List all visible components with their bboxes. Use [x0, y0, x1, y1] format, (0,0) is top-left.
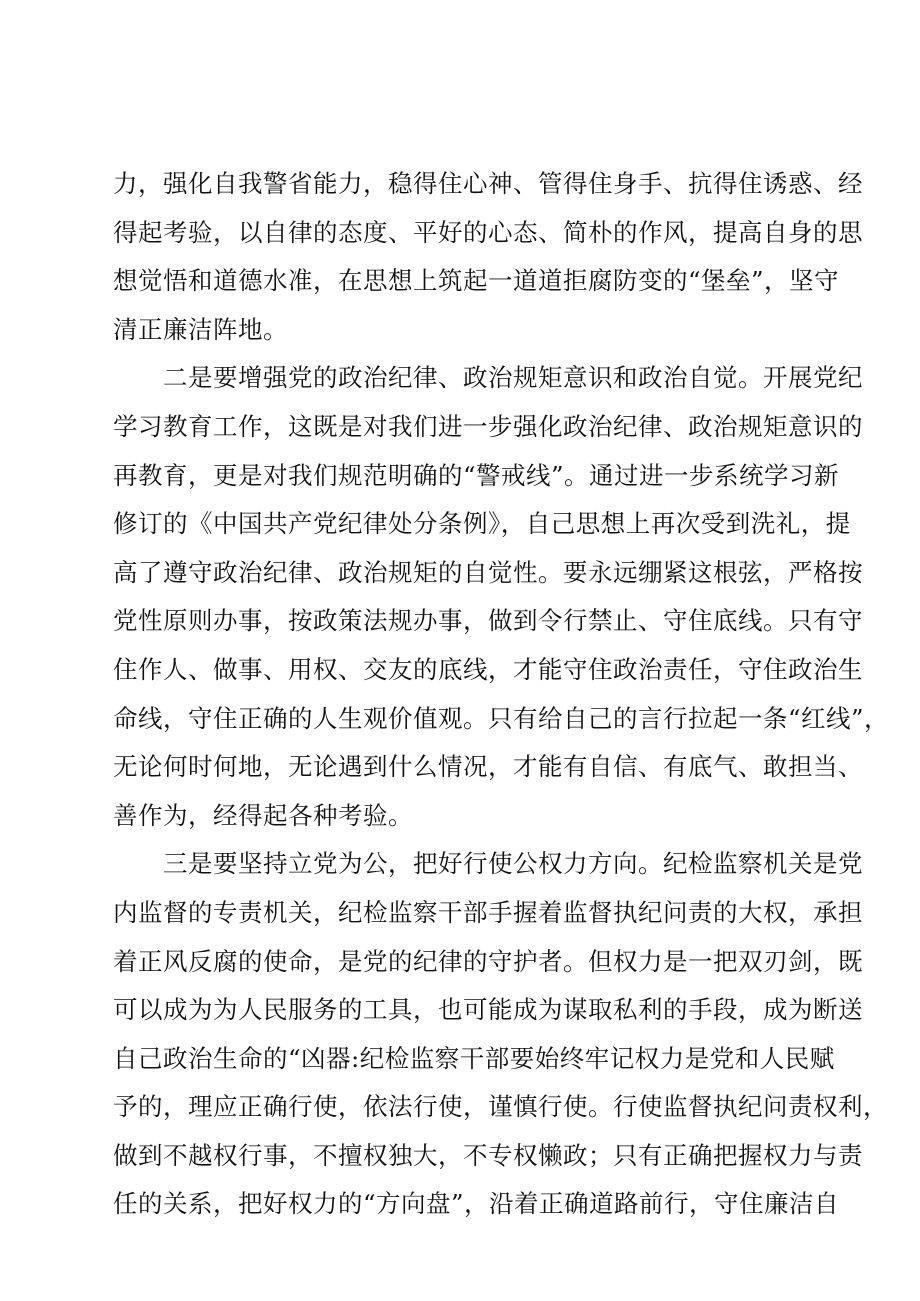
- text-line: 党性原则办事，按政策法规办事，做到令行禁止、守住底线。只有守: [113, 606, 863, 636]
- text-line: 力，强化自我警省能力，稳得住心神、管得住身手、抗得住诱惑、经: [113, 169, 863, 198]
- text-line: 自己政治生命的“凶器:纪检监察干部要始终牢记权力是党和人民赋: [113, 1043, 835, 1073]
- text-line: 任的关系，把好权力的“方向盘”，沿着正确道路前行，守住廉洁自: [113, 1189, 840, 1219]
- text-line: 学习教育工作，这既是对我们进一步强化政治纪律、政治规矩意识的: [113, 411, 863, 441]
- paragraph-start-line: 三是要坚持立党为公，把好行使公权力方向。纪检监察机关是党: [163, 849, 863, 879]
- text-line: 清正廉洁阵地。: [113, 314, 288, 344]
- text-line: 善作为，经得起各种考验。: [113, 800, 413, 830]
- text-line: 再教育，更是对我们规范明确的“警戒线”。通过进一步系统学习新: [113, 460, 840, 490]
- text-line: 可以成为为人民服务的工具，也可能成为谋取私利的手段，成为断送: [113, 995, 863, 1025]
- text-line: 予的，理应正确行使，依法行使，谨慎行使。行使监督执纪问责权利，: [113, 1092, 888, 1122]
- document-body: [113, 160, 890, 1229]
- text-line: 修订的《中国共产党纪律处分条例》，自己思想上再次受到洗礼，提: [113, 509, 851, 539]
- text-line: 做到不越权行事，不擅权独大，不专权懒政；只有正确把握权力与责: [113, 1140, 863, 1170]
- text-line: 内监督的专责机关，纪检监察干部手握着监督执纪问责的大权，承担: [113, 897, 863, 927]
- paragraph-start-line: 二是要增强党的政治纪律、政治规矩意识和政治自觉。开展党纪: [163, 363, 863, 393]
- text-line: 高了遵守政治纪律、政治规矩的自觉性。要永远绷紧这根弦，严格按: [113, 557, 863, 587]
- text-line: 得起考验，以自律的态度、平好的心态、简朴的作风，提高自身的思: [113, 217, 863, 247]
- text-line: 着正风反腐的使命，是党的纪律的守护者。但权力是一把双刃剑，既: [113, 946, 863, 976]
- text-line: 无论何时何地，无论遇到什么情况，才能有自信、有底气、敢担当、: [113, 752, 863, 782]
- text-line: 住作人、做事、用权、交友的底线，才能守住政治责任，守住政治生: [113, 654, 863, 684]
- text-line: 想觉悟和道德水准，在思想上筑起一道道拒腐防变的“堡垒”，坚守: [113, 266, 840, 296]
- text-line: 命线，守住正确的人生观价值观。只有给自己的言行拉起一条“红线”，: [113, 703, 890, 733]
